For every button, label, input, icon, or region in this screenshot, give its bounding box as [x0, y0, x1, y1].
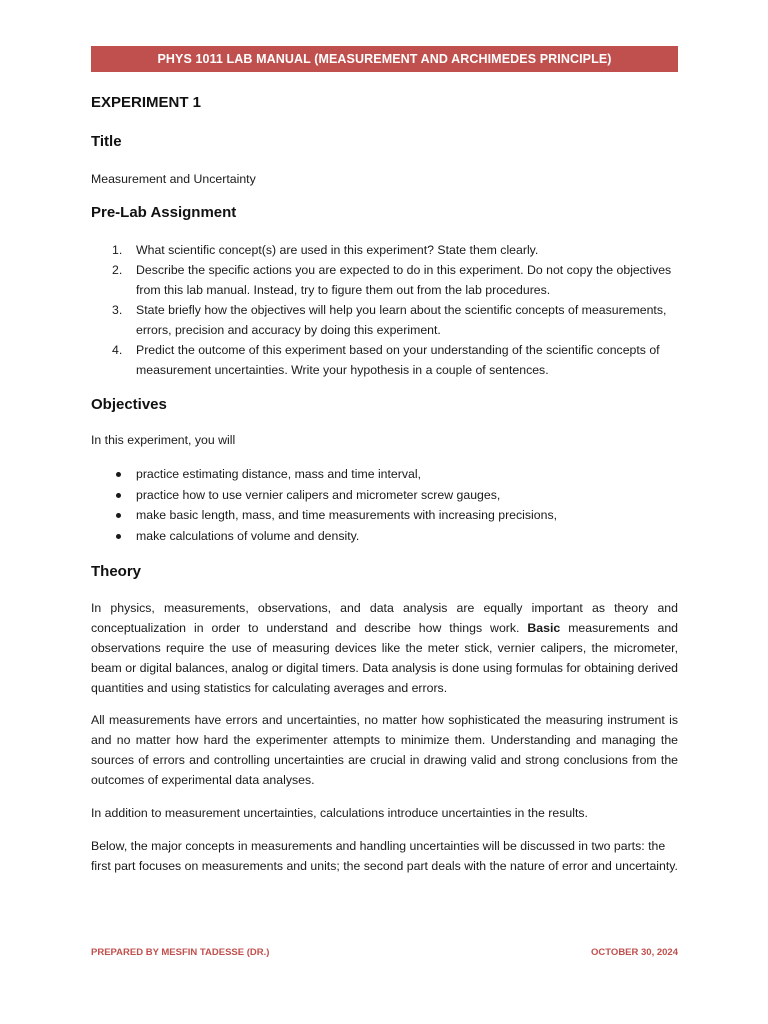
list-item: 4. Predict the outcome of this experiment based on your understanding of the scientific concepts of measurement uncertainties. Write your hypothesis in a couple of sentences. [112, 343, 660, 377]
bullet-icon [116, 534, 121, 539]
list-item: 3. State briefly how the objectives will help you learn about the scientific concepts of measurements, errors, precision and accuracy by doing this experiment. [112, 303, 667, 337]
list-item: make basic length, mass, and time measurements with increasing precisions, [91, 505, 678, 526]
theory-paragraph-4: Below, the major concepts in measurements and handling uncertainties will be discussed in two parts: the first part focuses on measurements and units; the second part deals with the nature of error and uncertainty. [91, 839, 678, 873]
objectives-intro: In this experiment, you will [91, 433, 236, 447]
footer-author: PREPARED BY MESFIN TADESSE (DR.) [91, 947, 270, 958]
objectives-list [91, 464, 678, 546]
document-page [91, 46, 678, 873]
list-item: practice how to use vernier calipers and micrometer screw gauges, [91, 485, 678, 506]
running-header: PHYS 1011 LAB MANUAL (MEASUREMENT AND ARCHIMEDES PRINCIPLE) [91, 46, 678, 72]
footer-date: OCTOBER 30, 2024 [591, 947, 678, 958]
theory-paragraph-2: All measurements have errors and uncertainties, no matter how sophisticated the measuring instrument is and no matter how hard the experimenter attempts to minimize them. Understanding and managing the sources of errors and controlling uncertainties are crucial in drawing valid and strong conclusions from the outcomes of experimental data analyses. [91, 713, 678, 787]
bullet-icon [116, 493, 121, 498]
experiment-title-text: Measurement and Uncertainty [91, 172, 256, 186]
list-item: 1. What scientific concept(s) are used in this experiment? State them clearly. [112, 243, 539, 257]
prelab-list [91, 240, 678, 380]
prelab-heading: Pre-Lab Assignment [91, 204, 237, 221]
theory-heading: Theory [91, 563, 142, 580]
experiment-heading: EXPERIMENT 1 [91, 94, 202, 111]
list-item: make calculations of volume and density. [91, 526, 678, 547]
bullet-icon [116, 472, 121, 477]
theory-paragraph-1: In physics, measurements, observations, and data analysis are equally important as theory and conceptualization in order to understand and describe how things work. Basic measurements and observations require the use of measuring devices like the meter stick, vernier calipers, the micrometer, beam or digital balances, analog or digital timers. Data analysis is done using formulas for obtaining derived quantities and using statistics for calculating averages and errors. [91, 601, 678, 695]
theory-paragraph-3: In addition to measurement uncertainties, calculations introduce uncertainties in the results. [91, 806, 588, 820]
title-heading: Title [91, 133, 122, 150]
bullet-icon [116, 513, 121, 518]
objectives-heading: Objectives [91, 396, 167, 413]
list-item: 2. Describe the specific actions you are expected to do in this experiment. Do not copy the objectives from this lab manual. Instead, try to figure them out from the lab procedures. [112, 263, 672, 297]
list-item: practice estimating distance, mass and time interval, [91, 464, 678, 485]
